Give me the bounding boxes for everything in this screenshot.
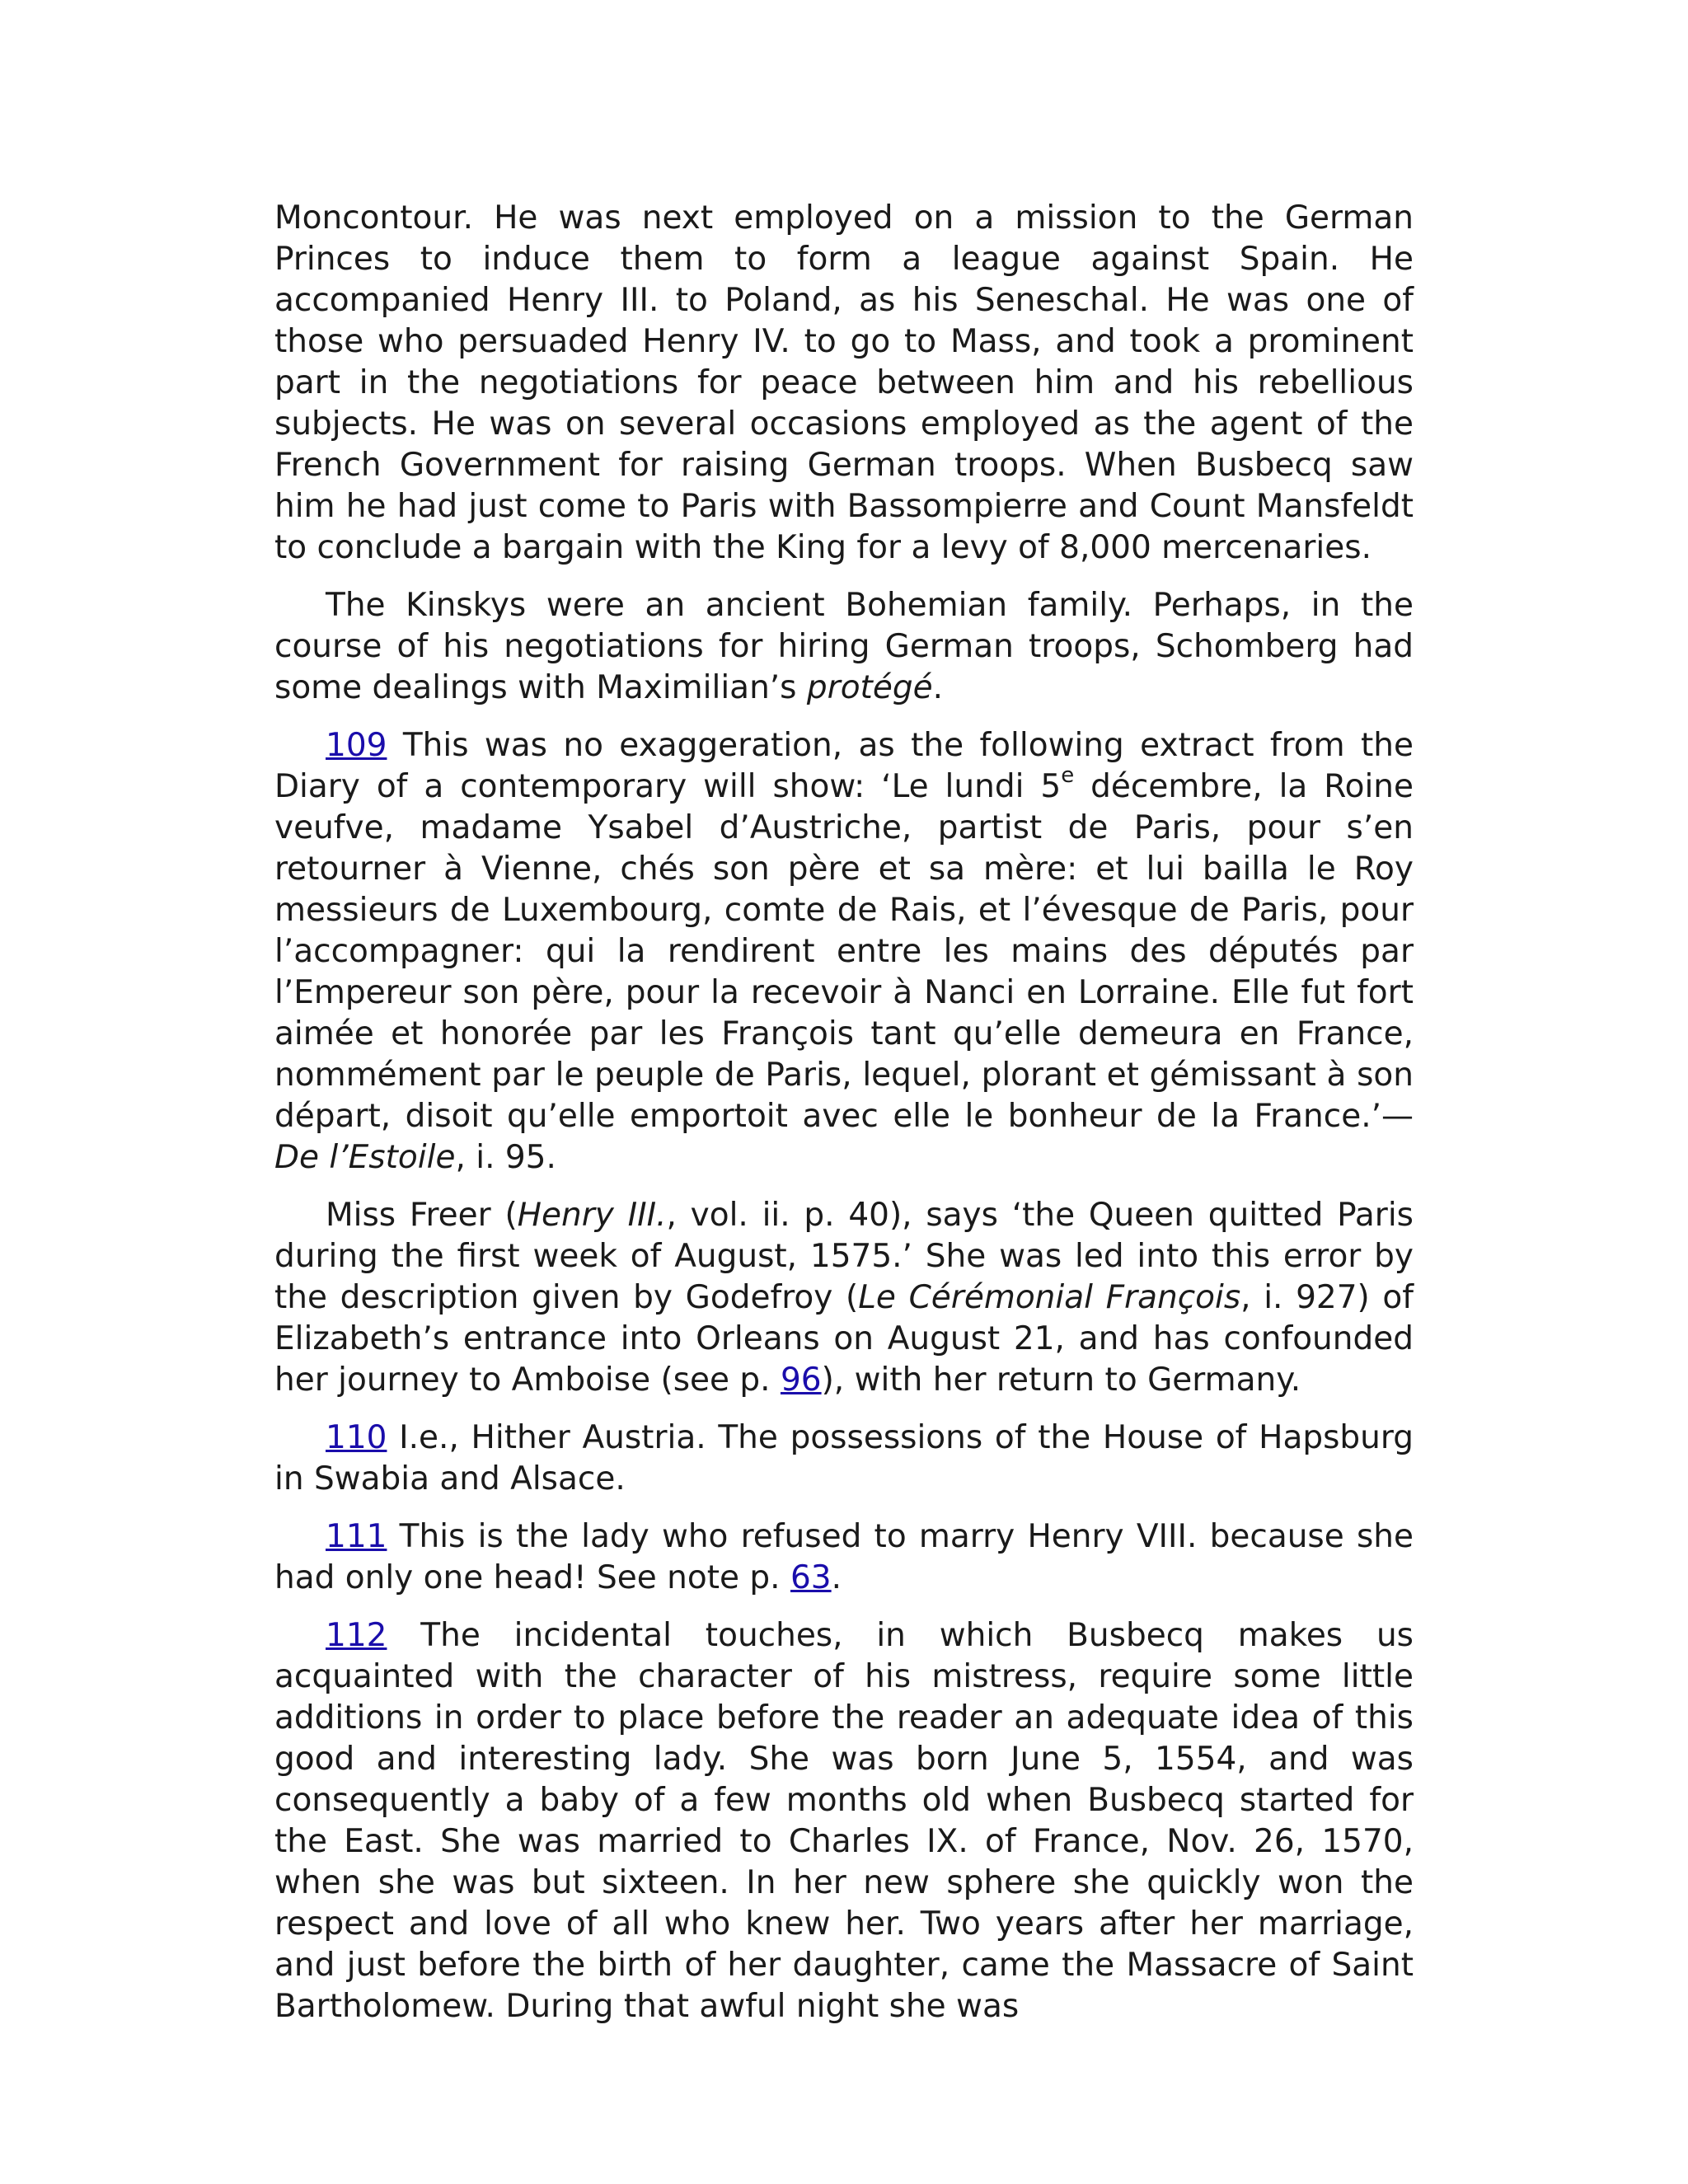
paragraph-text: I.e., Hither Austria. The possessions of the House of Hapsburg in Swabia and Alsace.: [274, 1419, 1414, 1497]
note-112: [274, 1615, 1414, 2027]
paragraph-text: , i. 927) of Elizabeth’s entrance into Orleans on August 21, and has confounded her journey to Amboise (see p.: [274, 1279, 1414, 1399]
superscript: e: [1061, 763, 1075, 788]
paragraph-text: , i. 95.: [455, 1139, 556, 1176]
paragraph-text: décembre, la Roine veufve, madame Ysabel d’Austriche, partist de Paris, pour s’en retourner à Vienne, chés son père et sa mère: et lui bailla le Roy messieurs de Luxembourg, comte de Rais, et l’évesque de Paris, pour l’accompagner: qui la rendirent entre les mains des députés par l’Empereur son père, pour la recevoir à Nanci en Lorraine. Elle fut fort aimée et honorée par les François tant qu’elle demeura en France, nommément par le peuple de Paris, lequel, plorant et gémissant à son départ, disoit qu’elle emportoit avec elle le bonheur de la France.’—: [274, 768, 1414, 1135]
note-link-112[interactable]: 112: [326, 1617, 387, 1654]
paragraph-text: The incidental touches, in which Busbecq makes us acquainted with the character of his mistress, require some little additions in order to place before the reader an adequate idea of this good and interesting lady. She was born June 5, 1554, and was consequently a baby of a few months old when Busbecq started for the East. She was married to Charles IX. of France, Nov. 26, 1570, when she was but sixteen. In her new sphere she quickly won the respect and love of all who knew her. Two years after her marriage, and just before the birth of her daughter, came the Massacre of Saint Bartholomew. During that awful night she was: [274, 1617, 1414, 2025]
paragraph-miss-freer: [274, 1195, 1414, 1401]
paragraph-text: Miss Freer (: [326, 1197, 518, 1234]
page-link-96[interactable]: 96: [780, 1361, 822, 1399]
paragraph-text: .: [932, 669, 943, 706]
paragraph-schomberg-career: [274, 198, 1414, 569]
italic-text: De l’Estoile: [274, 1139, 456, 1176]
paragraph-text: This was no exaggeration, as the following extract from the Diary of a contemporary will show: ‘Le lundi 5: [274, 727, 1414, 805]
paragraph-text: , vol. ii. p. 40), says ‘the Queen quitted Paris during the first week of August, 1575.’ She was led into this error by the description given by Godefroy (: [274, 1197, 1414, 1316]
paragraph-text: .: [831, 1559, 842, 1596]
note-111: [274, 1516, 1414, 1599]
paragraph-text: Moncontour. He was next employed on a mission to the German Princes to induce them to form a league against Spain. He accompanied Henry III. to Poland, as his Seneschal. He was one of those who persuaded Henry IV. to go to Mass, and took a prominent part in the negotiations for peace between him and his rebellious subjects. He was on several occasions employed as the agent of the French Government for raising German troops. When Busbecq saw him he had just come to Paris with Bassompierre and Count Mansfeldt to conclude a bargain with the King for a levy of 8,000 mercenaries.: [274, 199, 1414, 566]
italic-text: protégé: [806, 669, 933, 706]
note-link-109[interactable]: 109: [326, 727, 387, 764]
note-110: [274, 1418, 1414, 1500]
paragraph-text: ), with her return to Germany.: [821, 1361, 1301, 1399]
paragraph-kinskys: [274, 585, 1414, 709]
italic-text: Henry III.: [517, 1197, 667, 1234]
page-text: [274, 198, 1414, 2044]
italic-text: Le Cérémonial François: [858, 1279, 1241, 1316]
note-109: [274, 725, 1414, 1179]
page-link-63[interactable]: 63: [790, 1559, 832, 1596]
note-link-110[interactable]: 110: [326, 1419, 387, 1456]
note-link-111[interactable]: 111: [326, 1518, 387, 1555]
paragraph-text: This is the lady who refused to marry Henry VIII. because she had only one head! See note p.: [274, 1518, 1414, 1596]
paragraph-text: The Kinskys were an ancient Bohemian family. Perhaps, in the course of his negotiations for hiring German troops, Schomberg had some dealings with Maximilian’s: [274, 587, 1414, 706]
